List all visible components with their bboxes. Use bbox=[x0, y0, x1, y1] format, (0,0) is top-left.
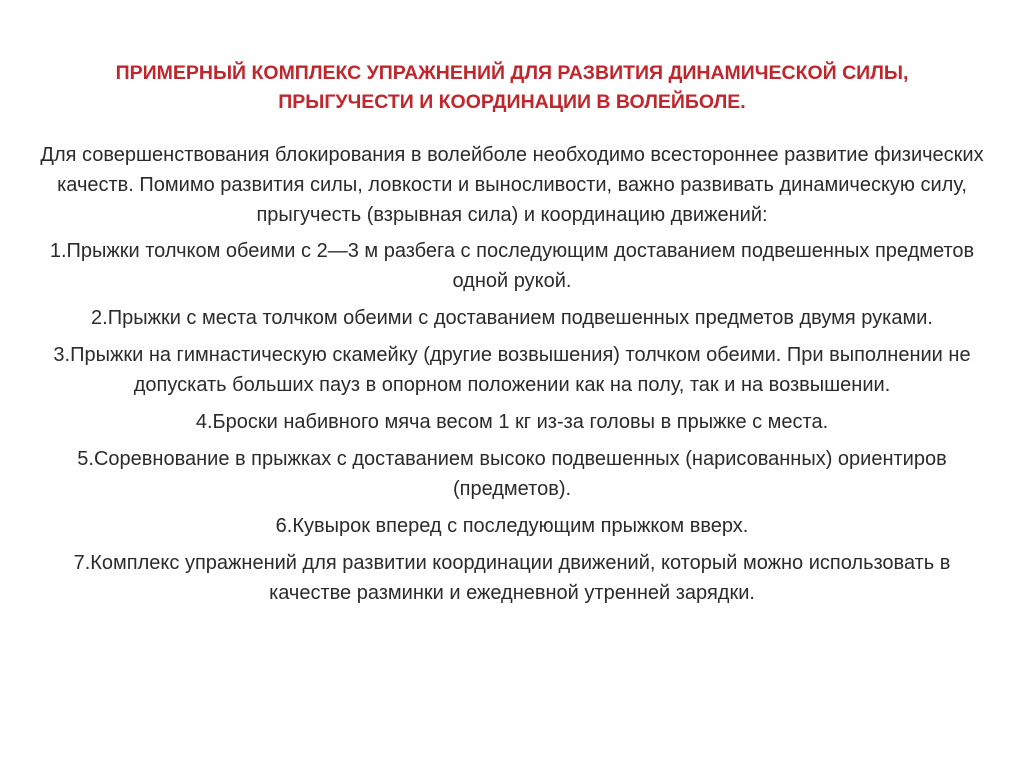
intro-paragraph: Для совершенствования блокирования в волейболе необходимо всестороннее развитие физических качеств. Помимо развития силы, ловкости и выносливости, важно развивать динамическую силу, прыгучесть (взрывная сила) и координацию движений: bbox=[40, 144, 984, 226]
exercise-item-2: 2.Прыжки с места толчком обеими с доставанием подвешенных предметов двумя руками. bbox=[91, 307, 933, 329]
exercise-item-7: 7.Комплекс упражнений для развитии координации движений, который можно использовать в качестве разминки и ежедневной утренней зарядки. bbox=[73, 552, 951, 604]
slide-title: ПРИМЕРНЫЙ КОМПЛЕКС УПРАЖНЕНИЙ ДЛЯ РАЗВИТИЯ ДИНАМИЧЕСКОЙ СИЛЫ, ПРЫГУЧЕСТИ И КООРДИНАЦИИ В ВОЛЕЙБОЛЕ. bbox=[115, 62, 909, 113]
exercise-item-3: 3.Прыжки на гимнастическую скамейку (другие возвышения) толчком обеими. При выполнении не допускать больших пауз в опорном положении как на полу, так и на возвышении. bbox=[53, 344, 971, 396]
exercise-item-5: 5.Соревнование в прыжках с доставанием высоко подвешенных (нарисованных) ориентиров (предметов). bbox=[77, 448, 947, 500]
slide-body bbox=[40, 140, 984, 615]
exercise-item-6: 6.Кувырок вперед с последующим прыжком вверх. bbox=[275, 515, 749, 537]
exercise-item-1: 1.Прыжки толчком обеими с 2—3 м разбега с последующим доставанием подвешенных предметов одной рукой. bbox=[49, 240, 975, 292]
exercise-item-4: 4.Броски набивного мяча весом 1 кг из-за головы в прыжке с места. bbox=[195, 411, 829, 433]
